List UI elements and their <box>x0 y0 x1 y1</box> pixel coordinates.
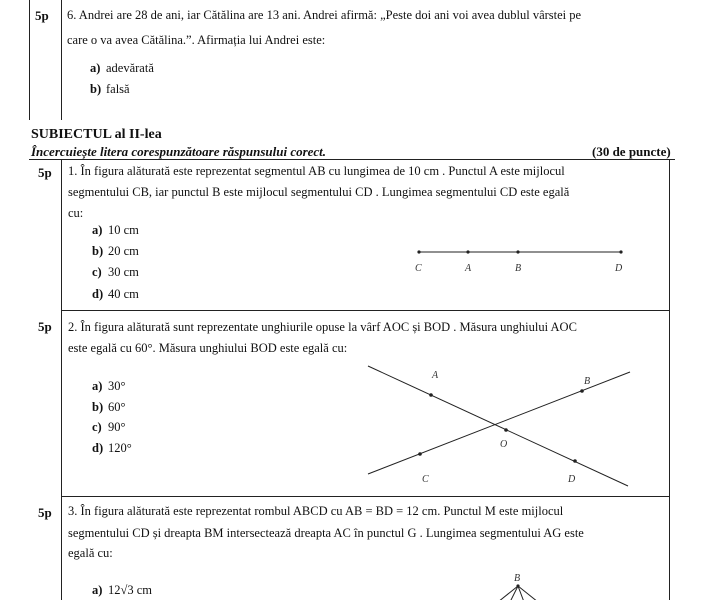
point-a <box>466 250 469 253</box>
label-a: A <box>465 263 472 274</box>
option-letter: b) <box>90 82 102 96</box>
table-border-points-2 <box>61 159 62 600</box>
point-c <box>417 250 420 253</box>
point-c <box>418 452 422 456</box>
point-a <box>429 393 433 397</box>
option-text: 40 cm <box>108 287 139 301</box>
point-d <box>619 250 622 253</box>
points-label: 5p <box>38 165 52 180</box>
option-a[interactable] <box>92 223 139 238</box>
option-a[interactable] <box>92 379 126 394</box>
option-letter: a) <box>90 61 101 75</box>
rhombus-figure <box>490 570 550 600</box>
question-1-line-2: segmentului CB, iar punctul B este mijlocul segmentului CD . Lungimea segmentului CD este egală <box>68 185 570 199</box>
option-letter: d) <box>92 441 104 455</box>
point-b <box>580 389 584 393</box>
label-a: A <box>432 370 439 381</box>
question-1-line-1: 1. În figura alăturată este reprezentat segmentul AB cu lungimea de 10 cm . Punctul A este mijlocul <box>68 164 565 178</box>
points-label: 5p <box>38 319 52 334</box>
points-label: 5p <box>38 505 52 520</box>
question-6-line-2: care o va avea Cătălina.”. Afirmația lui Andrei este: <box>67 33 326 47</box>
rhombus-edge <box>510 586 518 600</box>
option-a[interactable] <box>90 61 154 76</box>
option-letter: a) <box>92 379 103 393</box>
option-c[interactable] <box>92 265 139 280</box>
option-text: 30° <box>108 379 126 393</box>
section-instruction: Încercuiește litera corespunzătoare răspunsului corect. <box>31 144 327 159</box>
option-d[interactable] <box>92 441 132 456</box>
points-label: 5p <box>35 8 49 23</box>
question-1-line-3: cu: <box>68 206 84 220</box>
table-border-left <box>29 0 30 120</box>
point-b <box>516 250 519 253</box>
question-2-line-2: este egală cu 60°. Măsura unghiului BOD este egală cu: <box>68 341 348 355</box>
label-c: C <box>415 263 422 274</box>
point-d <box>573 459 577 463</box>
option-letter: b) <box>92 244 104 258</box>
option-text: 10 cm <box>108 223 139 237</box>
option-letter: c) <box>92 265 102 279</box>
option-text: 20 cm <box>108 244 139 258</box>
option-text: adevărată <box>106 61 154 75</box>
point-b <box>516 584 519 587</box>
option-c[interactable] <box>92 420 126 435</box>
option-text: 30 cm <box>108 265 139 279</box>
option-letter: a) <box>92 583 103 597</box>
label-c: C <box>422 474 429 485</box>
option-d[interactable] <box>92 287 139 302</box>
option-b[interactable] <box>92 400 126 415</box>
question-6-line-1: 6. Andrei are 28 de ani, iar Cătălina are 13 ani. Andrei afirmă: „Peste doi ani voi avea dublul vârstei pe <box>67 8 582 22</box>
label-o: O <box>500 439 508 450</box>
question-3-line-1: 3. În figura alăturată este reprezentat rombul ABCD cu AB = BD = 12 cm. Punctul M este mijlocul <box>68 504 564 518</box>
option-text: 120° <box>108 441 132 455</box>
option-text: 90° <box>108 420 126 434</box>
option-text: 60° <box>108 400 126 414</box>
option-letter: c) <box>92 420 102 434</box>
option-letter: d) <box>92 287 104 301</box>
section-title: SUBIECTUL al II-lea <box>31 127 162 142</box>
row-divider <box>61 310 669 311</box>
label-b: B <box>514 573 521 584</box>
option-b[interactable] <box>90 82 130 97</box>
question-2-line-1: 2. În figura alăturată sunt reprezentate unghiurile opuse la vârf AOC și BOD . Măsura unghiului AOC <box>68 320 577 334</box>
table-border-points <box>61 0 62 120</box>
point-o <box>504 428 508 432</box>
option-a[interactable] <box>92 583 152 598</box>
option-text: falsă <box>106 82 130 96</box>
label-b: B <box>515 263 522 274</box>
line-cb <box>368 372 630 474</box>
angles-figure <box>360 360 640 495</box>
table-border-right <box>669 159 670 600</box>
label-b: B <box>584 376 591 387</box>
segment-figure <box>405 240 635 280</box>
table-border-top <box>29 159 675 160</box>
question-3-line-3: egală cu: <box>68 546 113 560</box>
option-letter: a) <box>92 223 103 237</box>
label-d: D <box>568 474 576 485</box>
row-divider <box>61 496 669 497</box>
question-3-line-2: segmentului CD și dreapta BM intersectează dreapta AC în punctul G . Lungimea segmentului AG este <box>68 526 584 540</box>
option-letter: b) <box>92 400 104 414</box>
option-b[interactable] <box>92 244 139 259</box>
section-points: (30 de puncte) <box>592 144 671 159</box>
label-d: D <box>615 263 623 274</box>
option-text: 12√3 cm <box>108 583 153 597</box>
